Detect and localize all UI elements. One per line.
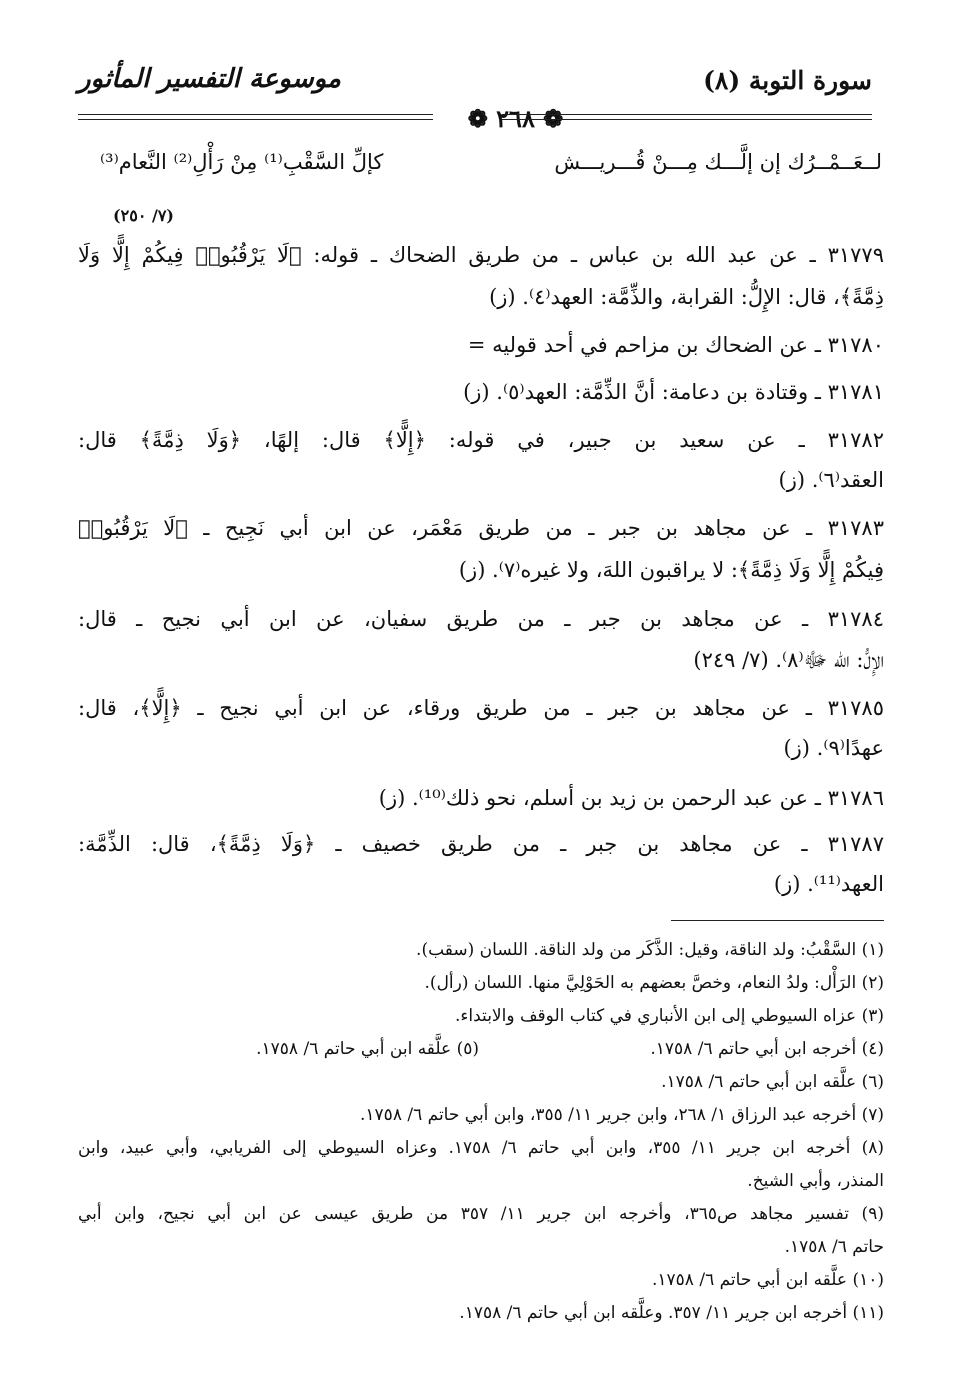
body-line: ٣١٧٨١ ـ وقتادة بن دعامة: أنَّ الذِّمَّة: العهد⁽٥⁾. (ز) — [463, 380, 884, 404]
body-line: ذِمَّةً﴾، قال: الإِلُّ: القرابة، والذِّمَّة: العهد⁽٤⁾. (ز) — [489, 285, 884, 309]
footnote: (٥) علَّقه ابن أبي حاتم ٦/ ١٧٥٨. — [256, 1039, 479, 1059]
header-surah-title: سورة التوبة (٨) — [703, 66, 872, 95]
footnote: (١٠) علَّقه ابن أبي حاتم ٦/ ١٧٥٨. — [651, 1270, 884, 1290]
body-line: ٣١٧٨٠ ـ عن الضحاك بن مزاحم في أحد قوليه = — [467, 333, 884, 357]
footnote: (١) السَّقْبُ: ولد الناقة، وقيل: الذَّكَر من ولد الناقة. اللسان (سقب). — [416, 940, 884, 960]
body-line: ٣١٧٨٤ ـ عن مجاهد بن جبر ـ من طريق سفيان، عن ابن أبي نجيح ـ قال: — [78, 607, 884, 631]
footnote: (٩) تفسير مجاهد ص٣٦٥، وأخرجه ابن جرير ١١/ ٣٥٧ من طريق عيسى عن ابن أبي نجيح، وابن أبي — [78, 1204, 884, 1224]
footnote: (٨) أخرجه ابن جرير ١١/ ٣٥٥، وابن أبي حاتم ٦/ ١٧٥٨. وعزاه السيوطي إلى الفريابي، وأبي عبيد، وابن — [78, 1138, 884, 1158]
header-rule-left — [78, 114, 433, 120]
footnote: (٧) أخرجه عبد الرزاق ١/ ٢٦٨، وابن جرير ١١/ ٣٥٥، وابن أبي حاتم ٦/ ١٧٥٨. — [360, 1105, 884, 1125]
page-number: ❁ ٢٦٨ ❁ — [467, 104, 564, 133]
body-line: ٣١٧٨٥ ـ عن مجاهد بن جبر ـ من طريق ورقاء، عن ابن أبي نجيح ـ ﴿إِلًّا﴾، قال: — [78, 696, 884, 720]
body-line: فِيكُمْ إِلًّا وَلَا ذِمَّةً﴾: لا يراقبون اللهَ، ولا غيره⁽٧⁾. (ز) — [458, 558, 884, 582]
body-line: ٣١٧٧٩ ـ عن عبد الله بن عباس ـ من طريق الضحاك ـ قوله: ﴿لَا يَرْقُبُوا۟ فِيكُمْ إِلًّا وَلَا — [78, 243, 884, 267]
footnote: المنذر، وأبي الشيخ. — [747, 1171, 884, 1191]
header-book-title: موسوعة التفسير المأثور — [78, 64, 341, 94]
footnote: (١١) أخرجه ابن جرير ١١/ ٣٥٧. وعلَّقه ابن أبي حاتم ٦/ ١٧٥٨. — [459, 1303, 884, 1323]
body-line: ٣١٧٨٦ ـ عن عبد الرحمن بن زيد بن أسلم، نحو ذلك⁽¹⁰⁾. (ز) — [378, 786, 884, 810]
header-rule — [78, 104, 872, 134]
verse-hemistich-left: كإلِّ السَّقْبِ⁽¹⁾ مِنْ رَأْلِ⁽²⁾ النَّعام⁽³⁾ — [100, 150, 384, 174]
body-line: الإِلُّ: الله ﷻ⁽٨⁾. (٧/ ٢٤٩) — [693, 648, 884, 672]
body-line: العقد⁽٦⁾. (ز) — [778, 468, 884, 492]
footnote-separator — [671, 920, 884, 921]
body-line: ٣١٧٨٣ ـ عن مجاهد بن جبر ـ من طريق مَعْمَر، عن ابن أبي نَجِيح ـ ﴿لَا يَرْقُبُوا۟ — [78, 516, 884, 540]
header-rule-right — [502, 114, 872, 120]
footnote: حاتم ٦/ ١٧٥٨. — [784, 1237, 884, 1257]
body-line: عهدًا⁽٩⁾. (ز) — [783, 736, 884, 760]
verse-reference: (٧/ ٢٥٠) — [113, 206, 174, 225]
body-line: ٣١٧٨٢ ـ عن سعيد بن جبير، في قوله: ﴿إِلًّا﴾ قال: إلهًا، ﴿وَلَا ذِمَّةً﴾ قال: — [78, 428, 884, 452]
footnote: (٤) أخرجه ابن أبي حاتم ٦/ ١٧٥٨. — [650, 1039, 884, 1059]
footnote: (٢) الرَأْل: ولدُ النعام، وخصَّ بعضهم به الحَوْلِيَّ منها. اللسان (رأل). — [424, 973, 884, 993]
footnote: (٣) عزاه السيوطي إلى ابن الأنباري في كتاب الوقف والابتداء. — [455, 1006, 884, 1026]
footnote: (٦) علَّقه ابن أبي حاتم ٦/ ١٧٥٨. — [661, 1072, 884, 1092]
body-line: ٣١٧٨٧ ـ عن مجاهد بن جبر ـ من طريق خصيف ـ ﴿وَلَا ذِمَّةً﴾، قال: الذِّمَّة: — [78, 832, 884, 856]
verse-hemistich-right: لــعَــمْــرُك إن إلَّـــك مِـــنْ قُـــريـــش — [554, 150, 882, 174]
body-line: العهد⁽¹¹⁾. (ز) — [773, 872, 884, 896]
